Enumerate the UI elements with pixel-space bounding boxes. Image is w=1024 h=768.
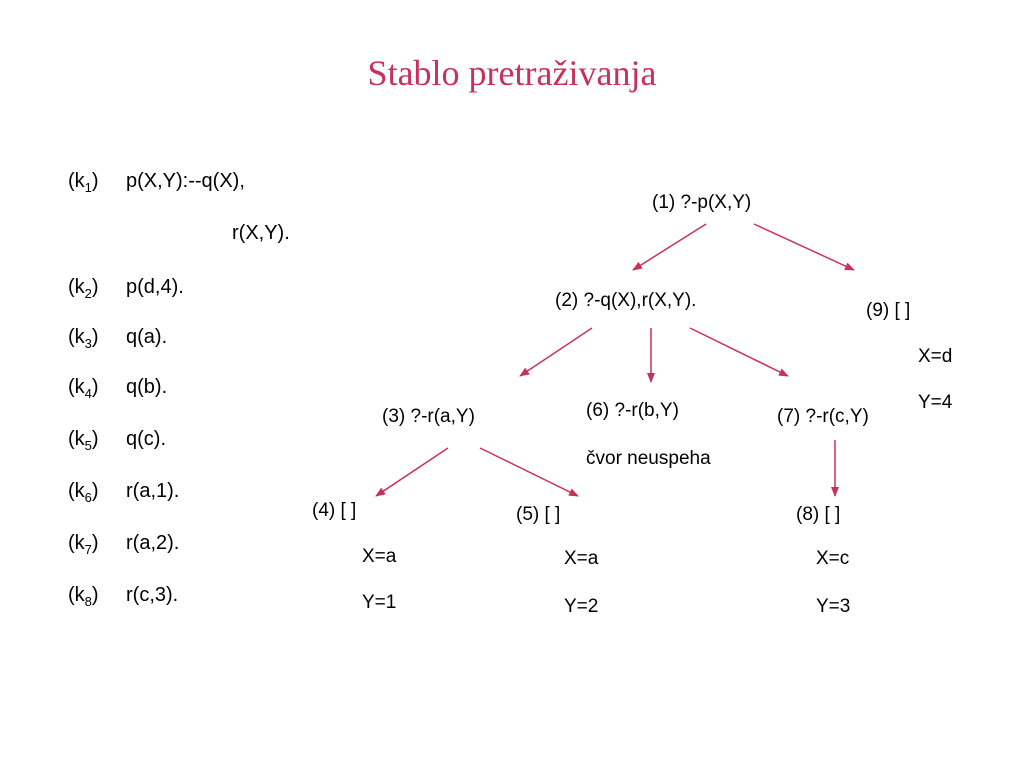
solution-8-x: X=c [816, 548, 850, 569]
edge-2-3 [520, 328, 592, 376]
tree-node-8: (8) [ ] [796, 504, 841, 525]
solution-5-y: Y=2 [564, 596, 599, 617]
tree-node-2: (2) ?-q(X),r(X,Y). [555, 290, 697, 311]
tree-node-9: (9) [ ] [866, 300, 911, 321]
solution-9-y: Y=4 [918, 392, 953, 413]
clause-k1: $(k_1)$ p(X,Y):--q(X), [68, 170, 245, 195]
clause-k8: $(k_8)$ r(c,3). [68, 584, 179, 609]
edge-1-9 [754, 224, 854, 270]
solution-5-x: X=a [564, 548, 599, 569]
tree-node-7: (7) ?-r(c,Y) [777, 406, 869, 427]
failure-node-label: čvor neuspeha [586, 448, 711, 469]
edge-2-7 [690, 328, 788, 376]
clause-k6: $(k_6)$ r(a,1). [68, 480, 180, 505]
page-title: Stablo pretraživanja [367, 53, 657, 93]
solution-4-y: Y=1 [362, 592, 397, 613]
edge-3-5 [480, 448, 578, 496]
clause-k1-continuation: r(X,Y). [232, 222, 290, 244]
clause-k4: $(k_4)$ q(b). [68, 376, 168, 401]
clause-k2: $(k_2)$ p(d,4). [68, 276, 184, 301]
edge-3-4 [376, 448, 448, 496]
solution-9-x: X=d [918, 346, 953, 367]
solution-4-x: X=a [362, 546, 397, 567]
tree-node-4: (4) [ ] [312, 500, 357, 521]
tree-node-6: (6) ?-r(b,Y) [586, 400, 679, 421]
tree-node-5: (5) [ ] [516, 504, 561, 525]
clause-k7: $(k_7)$ r(a,2). [68, 532, 180, 557]
solution-8-y: Y=3 [816, 596, 851, 617]
edge-1-2 [633, 224, 706, 270]
tree-node-1: (1) ?-p(X,Y) [652, 192, 752, 213]
clause-k5: $(k_5)$ q(c). [68, 428, 166, 453]
tree-node-3: (3) ?-r(a,Y) [382, 406, 475, 427]
clause-k3: $(k_3)$ q(a). [68, 326, 168, 351]
